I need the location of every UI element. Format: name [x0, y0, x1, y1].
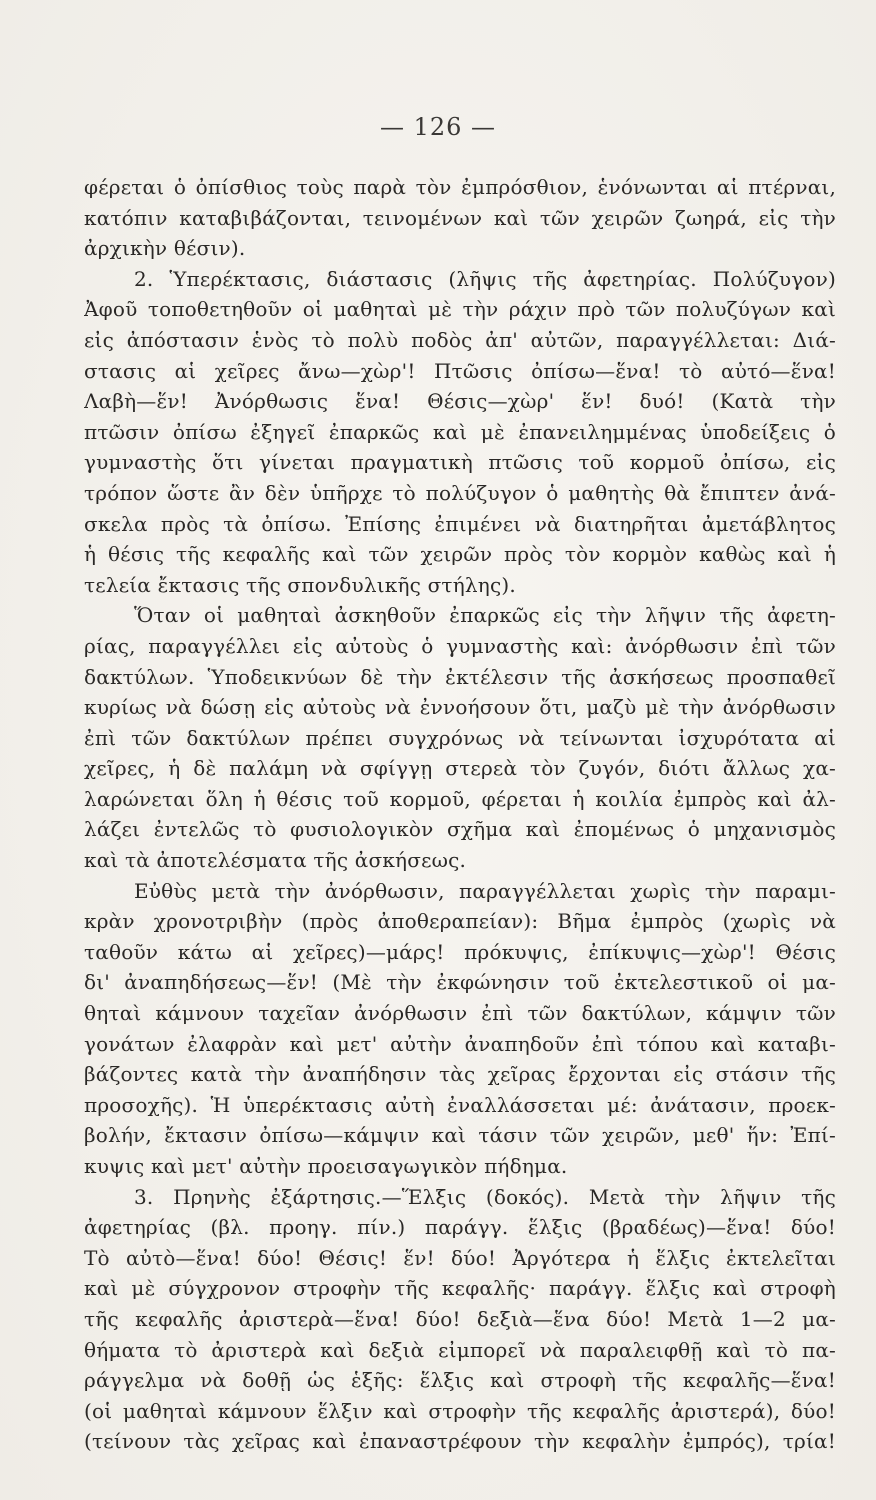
text-line: εἰς ἀπόστασιν ἑνὸς τὸ πολὺ ποδὸς ἀπ' αὐτῶν, παραγγέλλεται: Διά- [84, 327, 836, 352]
text-line: καὶ τὰ ἀποτελέσματα τῆς ἀσκήσεως. [84, 848, 467, 873]
text-line: βολήν, ἔκτασιν ὀπίσω—κάμψιν καὶ τάσιν τῶν χειρῶν, μεθ' ἥν: Ἐπί- [84, 1123, 836, 1148]
text-line: Ἀφοῦ τοποθετηθοῦν οἱ μαθηταὶ μὲ τὴν ράχιν πρὸ τῶν πολυζύγων καὶ [84, 297, 836, 322]
text-line: δι' ἀναπηδήσεως—ἕν! (Μὲ τὴν ἐκφώνησιν τοῦ ἐκτελεστικοῦ οἱ μα- [84, 970, 836, 995]
text-line: χεῖρες, ἡ δὲ παλάμη νὰ σφίγγῃ στερεὰ τὸν ζυγόν, διότι ἄλλως χα- [84, 756, 836, 781]
text-line: στασις αἱ χεῖρες ἄνω—χὼρ'! Πτῶσις ὀπίσω—ἕνα! τὸ αὐτό—ἕνα! [84, 358, 836, 383]
text-line: τῆς κεφαλῆς ἀριστερὰ—ἕνα! δύο! δεξιὰ—ἕνα δύο! Μετὰ 1—2 μα- [84, 1306, 836, 1331]
text-line: ταθοῦν κάτω αἱ χεῖρες)—μάρς! πρόκυψις, ἐπίκυψις—χὼρ'! Θέσις [84, 939, 836, 964]
text-line: πτῶσιν ὀπίσω ἐξηγεῖ ἐπαρκῶς καὶ μὲ ἐπανειλημμένας ὑποδείξεις ὁ [84, 419, 836, 444]
text-line: κρὰν χρονοτριβὴν (πρὸς ἀποθεραπείαν): Βῆμα ἐμπρὸς (χωρὶς νὰ [84, 909, 836, 934]
text-line: Εὐθὺς μετὰ τὴν ἀνόρθωσιν, παραγγέλλεται χωρὶς τὴν παραμι- [134, 878, 836, 903]
text-line: τρόπον ὥστε ἂν δὲν ὑπῆρχε τὸ πολύζυγον ὁ μαθητὴς θὰ ἔπιπτεν ἀνά- [84, 480, 836, 505]
text-line: Τὸ αὐτὸ—ἕνα! δύο! Θέσις! ἕν! δύο! Ἀργότερα ἡ ἕλξις ἐκτελεῖται [84, 1245, 836, 1270]
text-line: λαρώνεται ὅλη ἡ θέσις τοῦ κορμοῦ, φέρεται ἡ κοιλία ἐμπρὸς καὶ ἀλ- [84, 786, 836, 811]
text-line: θηταὶ κάμνουν ταχεῖαν ἀνόρθωσιν ἐπὶ τῶν δακτύλων, κάμψιν τῶν [84, 1001, 836, 1026]
text-line: 3. Πρηνὴς ἐξάρτησις.—Ἕλξις (δοκός). Μετὰ τὴν λῆψιν τῆς [134, 1184, 836, 1209]
text-line: ἐπὶ τῶν δακτύλων πρέπει συγχρόνως νὰ τείνωνται ἰσχυρότατα αἱ [84, 725, 836, 750]
text-line: 2. Ὑπερέκτασις, διάστασις (λῆψις τῆς ἀφετηρίας. Πολύζυγον) [134, 266, 836, 291]
text-line: λάζει ἐντελῶς τὸ φυσιολογικὸν σχῆμα καὶ ἐπομένως ὁ μηχανισμὸς [84, 817, 836, 842]
body-text [84, 172, 836, 1457]
text-line: Ὅταν οἱ μαθηταὶ ἀσκηθοῦν ἐπαρκῶς εἰς τὴν λῆψιν τῆς ἀφετη- [134, 603, 836, 628]
text-line: σκελα πρὸς τὰ ὀπίσω. Ἐπίσης ἐπιμένει νὰ διατηρῆται ἀμετάβλητος [84, 511, 836, 536]
text-line: τελεία ἔκτασις τῆς σπονδυλικῆς στήλης). [84, 572, 516, 597]
text-line: ρίας, παραγγέλλει εἰς αὐτοὺς ὁ γυμναστὴς καὶ: ἀνόρθωσιν ἐπὶ τῶν [84, 633, 836, 658]
text-line: Λαβὴ—ἕν! Ἀνόρθωσις ἕνα! Θέσις—χὼρ' ἕν! δυό! (Κατὰ τὴν [84, 389, 836, 414]
text-line: ἀρχικὴν θέσιν). [84, 236, 246, 261]
text-line: (οἱ μαθηταὶ κάμνουν ἕλξιν καὶ στροφὴν τῆς κεφαλῆς ἀριστερά), δύο! [84, 1398, 836, 1423]
text-line: δακτύλων. Ὑποδεικνύων δὲ τὴν ἐκτέλεσιν τῆς ἀσκήσεως προσπαθεῖ [84, 664, 836, 689]
text-line: ράγγελμα νὰ δοθῇ ὡς ἑξῆς: ἕλξις καὶ στροφὴ τῆς κεφαλῆς—ἕνα! [84, 1368, 836, 1393]
text-line: κατόπιν καταβιβάζονται, τεινομένων καὶ τῶν χειρῶν ζωηρά, εἰς τὴν [84, 205, 836, 230]
text-line: καὶ μὲ σύγχρονον στροφὴν τῆς κεφαλῆς· παράγγ. ἕλξις καὶ στροφὴ [84, 1276, 836, 1301]
text-line: (τείνουν τὰς χεῖρας καὶ ἐπαναστρέφουν τὴν κεφαλὴν ἐμπρός), τρία! [84, 1429, 836, 1454]
text-line: γυμναστὴς ὅτι γίνεται πραγματικὴ πτῶσις τοῦ κορμοῦ ὀπίσω, εἰς [84, 450, 836, 475]
text-line: ἡ θέσις τῆς κεφαλῆς καὶ τῶν χειρῶν πρὸς τὸν κορμὸν καθὼς καὶ ἡ [84, 542, 836, 567]
text-line: θήματα τὸ ἀριστερὰ καὶ δεξιὰ εἰμπορεῖ νὰ παραλειφθῇ καὶ τὸ πα- [84, 1337, 836, 1362]
text-line: προσοχῆς). Ἡ ὑπερέκτασις αὐτὴ ἐναλλάσσεται μέ: ἀνάτασιν, προεκ- [84, 1092, 836, 1117]
text-line: φέρεται ὁ ὀπίσθιος τοὺς παρὰ τὸν ἐμπρόσθιον, ἑνόνωνται αἱ πτέρναι, [84, 175, 836, 199]
text-line: γονάτων ἐλαφρὰν καὶ μετ' αὐτὴν ἀναπηδοῦν ἐπὶ τόπου καὶ καταβι- [84, 1031, 836, 1056]
page-number: — 126 — [379, 113, 497, 141]
text-line: ἀφετηρίας (βλ. προηγ. πίν.) παράγγ. ἕλξις (βραδέως)—ἕνα! δύο! [84, 1215, 836, 1240]
text-line: κυψις καὶ μετ' αὐτὴν προεισαγωγικὸν πήδημα. [84, 1154, 568, 1178]
text-line: κυρίως νὰ δώσῃ εἰς αὐτοὺς νὰ ἐννοήσουν ὅτι, μαζὺ μὲ τὴν ἀνόρθωσιν [84, 695, 836, 720]
text-line: βάζοντες κατὰ τὴν ἀναπήδησιν τὰς χεῖρας ἔρχονται εἰς στάσιν τῆς [84, 1062, 836, 1087]
